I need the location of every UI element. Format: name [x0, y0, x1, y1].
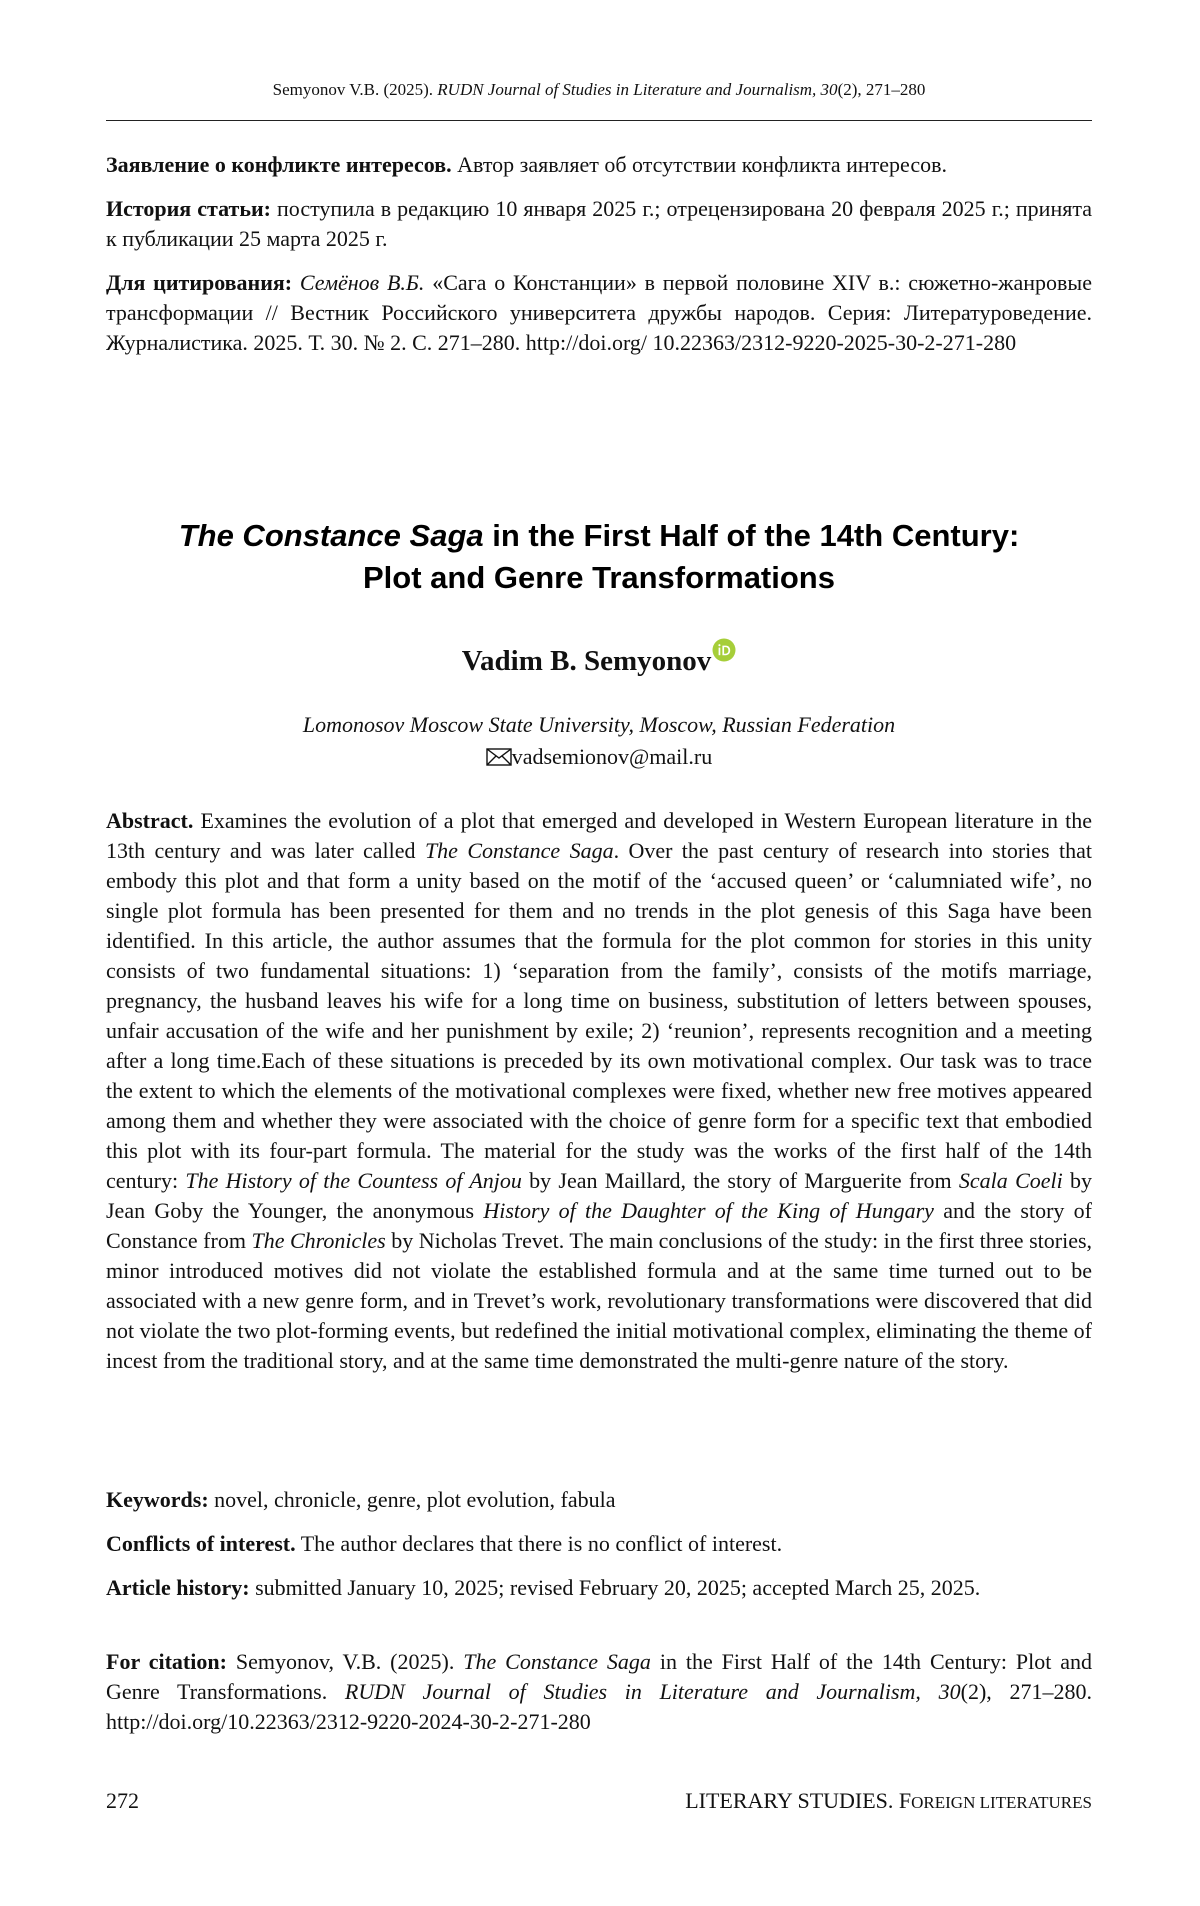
affiliation: Lomonosov Moscow State University, Moscow, Russian Federation [106, 710, 1092, 740]
citation-text-1: Semyonov, V.B. (2025). [227, 1649, 463, 1674]
section-main: LITERARY STUDIES. F [685, 1788, 911, 1813]
header-divider [106, 120, 1092, 121]
abstract [106, 806, 1092, 1376]
abstract-text-2: . Over the past century of research into stories that embody this plot and that form a unity based on the motif of the ‘accused queen’ or ‘calumniated wife’, no single plot formula has been presented for them and no trends in the plot genesis of this Saga have been identified. In this article, the author assumes that the formula for the plot common for stories in this unity consists of two fundamental situations: 1) ‘separation from the family’, consists of the motifs marriage, pregnancy, the husband leaves his wife for a long time on business, substitution of letters between spouses, unfair accusation of the wife and her punishment by exile; 2) ‘reunion’, represents recognition and a meeting after a long time.Each of these situations is preceded by its own motivational complex. Our task was to trace the extent to which the elements of the motivational complexes were fixed, whether new free motives appeared among them and whether they were associated with the choice of genre form for a specific text that embodied this plot with its four-part formula. The material for the study was the works of the first half of the 14th century: [106, 838, 1092, 1193]
title-line2: Plot and Genre Transformations [363, 560, 835, 595]
conflicts-text: The author declares that there is no conflict of interest. [296, 1531, 782, 1556]
abstract-italic-1: The Constance Saga [425, 838, 614, 863]
author-name: Vadim B. Semyonov [462, 645, 712, 677]
title-italic: The Constance Saga [179, 518, 484, 553]
abstract-label: Abstract. [106, 808, 193, 833]
abstract-italic-5: The Chronicles [251, 1228, 385, 1253]
article-title [106, 515, 1092, 599]
ru-history-text: поступила в редакцию 10 января 2025 г.; отрецензирована 20 февраля 2025 г.; принята к публикации 25 марта 2025 г. [106, 196, 1092, 251]
ru-citation-label: Для цитирования: [106, 270, 292, 295]
citation-text-2: in the First Half of the 14th Century: Plot and Genre Transformations. [106, 1649, 1092, 1704]
ru-article-history [106, 194, 1092, 254]
email-address[interactable]: vadsemionov@mail.ru [512, 744, 713, 769]
ru-conflict-text: Автор заявляет об отсутствии конфликта интересов. [452, 152, 947, 177]
ru-history-label: История статьи: [106, 196, 271, 221]
abstract-text-3: by Jean Maillard, the story of Marguerite from [522, 1168, 959, 1193]
abstract-italic-3: Scala Coeli [959, 1168, 1063, 1193]
keywords-text: novel, chronicle, genre, plot evolution, fabula [209, 1487, 616, 1512]
conflicts-of-interest [106, 1529, 1092, 1559]
citation-italic-1: The Constance Saga [463, 1649, 651, 1674]
running-head-journal: RUDN Journal of Studies in Literature and Journalism, 30 [437, 80, 837, 99]
author-line [106, 636, 1092, 678]
history-text: submitted January 10, 2025; revised February 20, 2025; accepted March 25, 2025. [250, 1575, 981, 1600]
abstract-italic-2: The History of the Countess of Anjou [185, 1168, 522, 1193]
citation-text-3: (2), 271–280. http://doi.org/10.22363/2312-9220-2024-30-2-271-280 [106, 1679, 1092, 1734]
orcid-icon[interactable] [712, 636, 736, 660]
abstract-text-1: Examines the evolution of a plot that emerged and developed in Western European literature in the 13th century and was later called [106, 808, 1092, 863]
citation-italic-2: RUDN Journal of Studies in Literature and Journalism, 30 [345, 1679, 961, 1704]
running-head [106, 80, 1092, 100]
page [106, 0, 1092, 1906]
ru-citation [106, 268, 1092, 358]
abstract-text-5: and the story of Constance from [106, 1198, 1092, 1253]
citation-label: For citation: [106, 1649, 227, 1674]
ru-conflict-statement [106, 150, 1092, 180]
email-line [106, 742, 1092, 772]
envelope-icon [486, 744, 512, 762]
abstract-text-4: by Jean Goby the Younger, the anonymous [106, 1168, 1092, 1223]
article-history [106, 1573, 1092, 1603]
running-head-issue: (2), 271–280 [838, 80, 926, 99]
citation [106, 1647, 1092, 1737]
ru-citation-author: Семёнов В.Б. [292, 270, 424, 295]
ru-citation-text: «Сага о Констанции» в первой половине XIV в.: сюжетно-жанровые трансформации // Вестник Российского университета дружбы народов. Серия: Литературоведение. Журналистика. 2025. Т. 30. № 2. С. 271–280. http://doi.org/ 10.22363/2312-9220-2025-30-2-271-280 [106, 270, 1092, 355]
section-small-caps: OREIGN LITERATURES [911, 1793, 1092, 1812]
section-footer [685, 1788, 1092, 1816]
keywords-label: Keywords: [106, 1487, 209, 1512]
abstract-italic-4: History of the Daughter of the King of Hungary [483, 1198, 934, 1223]
running-head-author: Semyonov V.B. (2025). [273, 80, 438, 99]
history-label: Article history: [106, 1575, 250, 1600]
conflicts-label: Conflicts of interest. [106, 1531, 296, 1556]
page-number: 272 [106, 1788, 139, 1814]
keywords [106, 1485, 1092, 1515]
ru-conflict-label: Заявление о конфликте интересов. [106, 152, 452, 177]
title-line1-rest: in the First Half of the 14th Century: [484, 518, 1020, 553]
abstract-text-6: by Nicholas Trevet. The main conclusions of the study: in the first three stories, minor introduced motives did not violate the established formula and at the same time turned out to be associated with a new genre form, and in Trevet’s work, revolutionary transformations were discovered that did not violate the two plot-forming events, but redefined the initial motivational complex, eliminating the theme of incest from the traditional story, and at the same time demonstrated the multi-genre nature of the story. [106, 1228, 1092, 1373]
